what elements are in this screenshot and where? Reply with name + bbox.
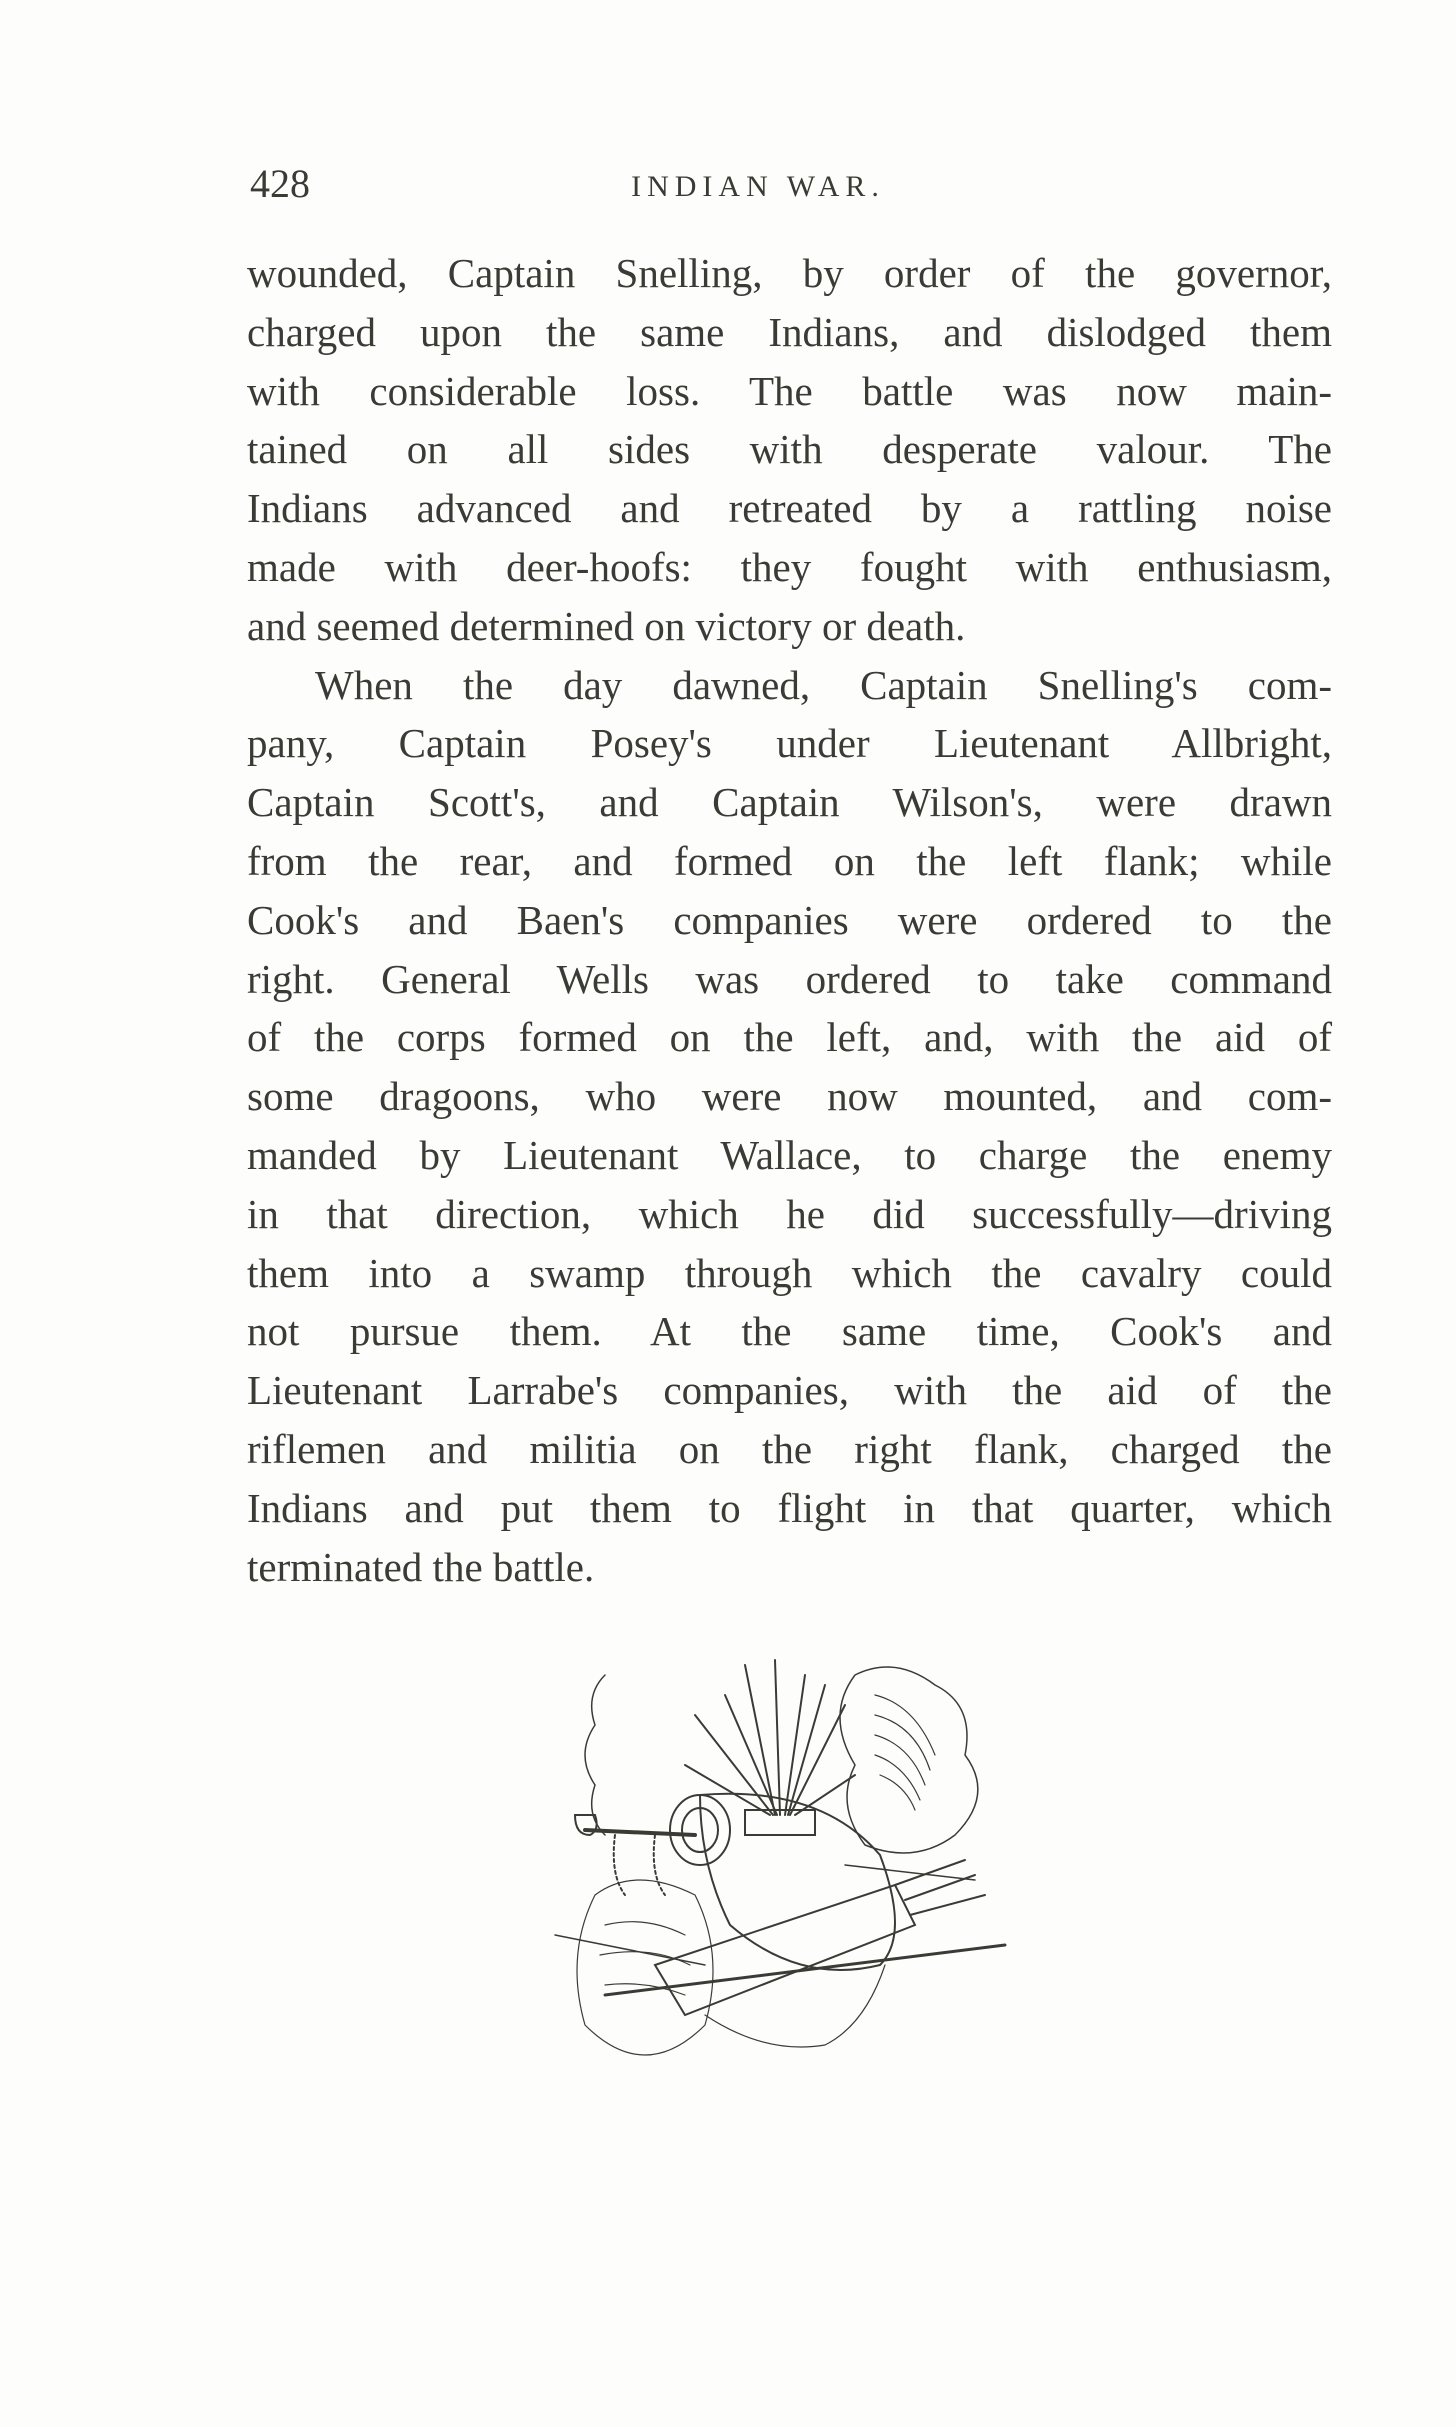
feather-headdress <box>685 1660 855 1835</box>
text-line: charged upon the same Indians, and dislodged them <box>247 308 1332 355</box>
text-line: them into a swamp through which the cavalry could <box>247 1249 1332 1296</box>
text-line: in that direction, which he did successfully—driving <box>247 1190 1332 1237</box>
text-line: right. General Wells was ordered to take command <box>247 955 1332 1002</box>
smoke-cloud-right <box>840 1667 978 1853</box>
cloud-shading <box>875 1695 935 1810</box>
text-line: tained on all sides with desperate valour. The <box>247 426 1332 473</box>
paragraph <box>247 244 1332 656</box>
text-line: riflemen and militia on the right flank, charged the <box>247 1425 1332 1472</box>
text-line: Lieutenant Larrabe's companies, with the aid of the <box>247 1367 1332 1414</box>
page-number: 428 <box>250 161 310 206</box>
text-line: made with deer-hoofs: they fought with enthusiasm, <box>247 543 1332 590</box>
paragraph <box>247 656 1332 1597</box>
text-line: wounded, Captain Snelling, by order of the governor, <box>247 250 1332 296</box>
text-line: Indians advanced and retreated by a rattling noise <box>247 485 1332 532</box>
rolled-blanket <box>670 1794 895 1970</box>
engraved-vignette-illustration <box>545 1635 1025 2095</box>
running-head: INDIAN WAR. <box>631 170 885 203</box>
text-line: Captain Scott's, and Captain Wilson's, were drawn <box>247 779 1332 826</box>
text-line: Indians and put them to flight in that quarter, which <box>247 1484 1332 1531</box>
text-line: from the rear, and formed on the left flank; while <box>247 837 1332 884</box>
text-line: When the day dawned, Captain Snelling's com- <box>315 661 1332 708</box>
peace-pipe <box>575 1815 695 1895</box>
body-text <box>247 244 1332 1596</box>
text-line: of the corps formed on the left, and, with the aid of <box>247 1014 1332 1061</box>
smoke-cloud-left <box>585 1675 605 1835</box>
text-line: with considerable loss. The battle was now main- <box>247 367 1332 414</box>
text-line: terminated the battle. <box>247 1543 595 1590</box>
text-line: not pursue them. At the same time, Cook's and <box>247 1308 1332 1355</box>
text-line: some dragoons, who were now mounted, and com- <box>247 1073 1332 1120</box>
text-line: and seemed determined on victory or death. <box>247 602 966 649</box>
text-line: Cook's and Baen's companies were ordered to the <box>247 896 1332 943</box>
text-line: pany, Captain Posey's under Lieutenant Allbright, <box>247 720 1332 767</box>
text-line: manded by Lieutenant Wallace, to charge the enemy <box>247 1131 1332 1178</box>
fur-pile <box>577 1880 885 2055</box>
